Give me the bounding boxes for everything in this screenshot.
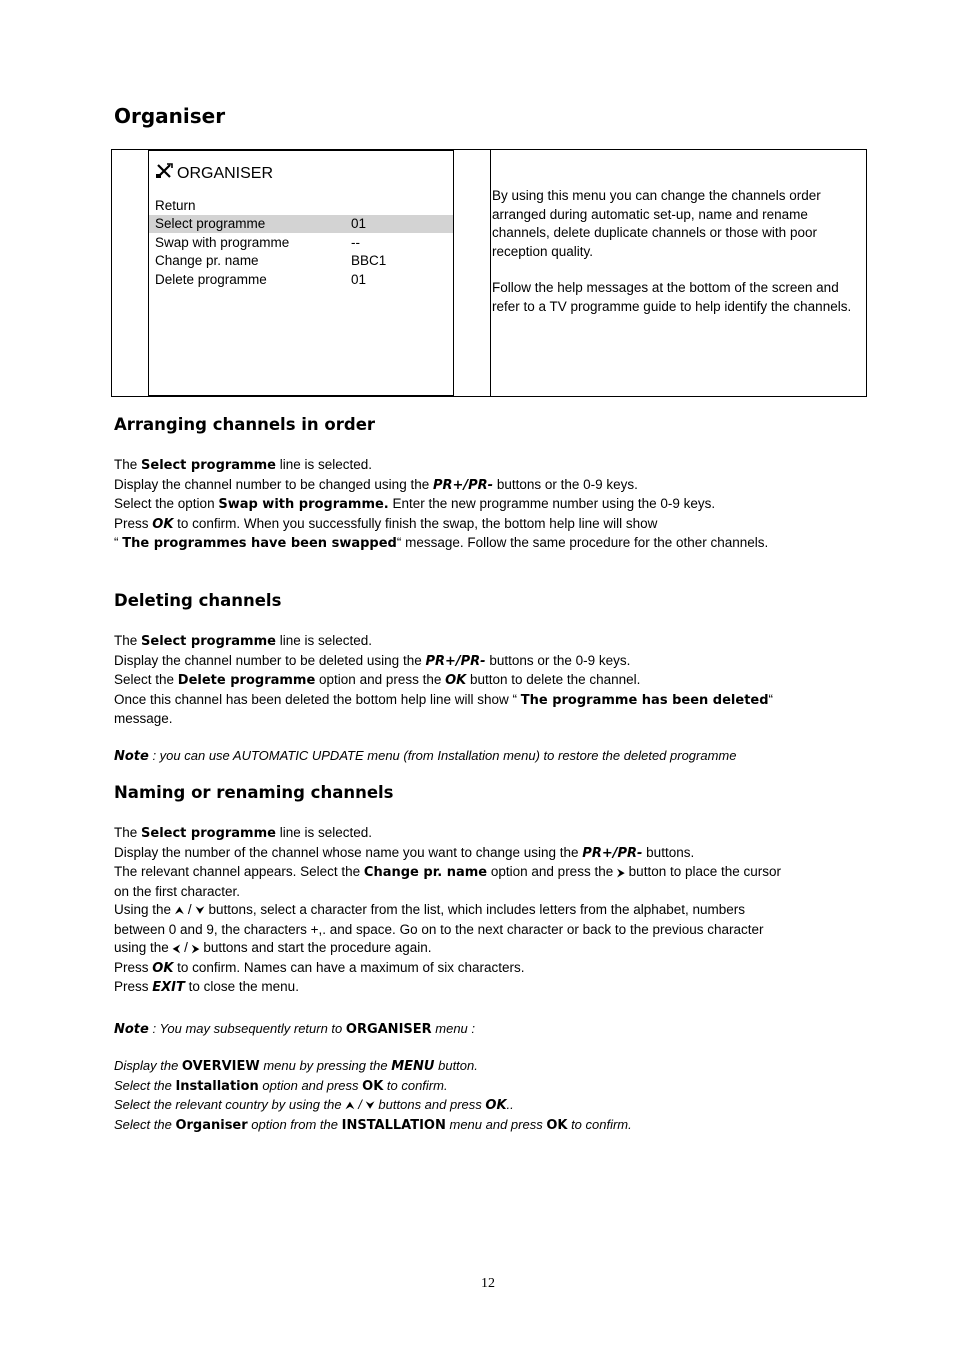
- text-line: Display the channel number to be deleted using the PR+/PR- buttons or the 0-9 keys.: [114, 652, 631, 669]
- menu-item-select-programme[interactable]: Select programme 01: [149, 215, 453, 233]
- up-arrow-icon: ⮝: [174, 905, 185, 917]
- right-arrow-icon: ⮞: [191, 943, 200, 955]
- text-line: Press EXIT to close the menu.: [114, 979, 299, 995]
- text-line: The Select programme line is selected.: [114, 825, 373, 841]
- deleting-instructions: [114, 632, 854, 767]
- down-arrow-icon: ⮟: [365, 1100, 375, 1112]
- section-heading-deleting: Deleting channels: [114, 591, 282, 610]
- text-line: message.: [114, 711, 173, 726]
- organiser-menu-screen: [148, 150, 454, 397]
- down-arrow-icon: ⮟: [195, 905, 205, 917]
- menu-item-swap-with-programme[interactable]: Swap with programme --: [155, 235, 360, 250]
- text-line: “ The programmes have been swapped“ message. Follow the same procedure for the other channels.: [114, 535, 769, 551]
- menu-title-text: ORGANISER: [177, 164, 274, 182]
- tools-icon: [155, 163, 173, 184]
- step-line: Select the Organiser option from the INSTALLATION menu and press OK to confirm.: [114, 1116, 632, 1133]
- text-line: Using the ⮝ / ⮟ buttons, select a character from the list, which includes letters from the alphabet, numbers: [114, 901, 854, 921]
- text-line: Display the number of the channel whose name you want to change using the PR+/PR- buttons.: [114, 844, 695, 861]
- description-paragraph: Follow the help messages at the bottom of the screen and refer to a TV programme guide to help identify the channels.: [492, 280, 852, 314]
- text-line: on the first character.: [114, 883, 241, 899]
- step-line: Display the OVERVIEW menu by pressing the MENU button.: [114, 1058, 478, 1074]
- step-line: Select the relevant country by using the ⮝ / ⮟ buttons and press OK..: [114, 1096, 854, 1116]
- menu-description: [492, 187, 854, 334]
- text-line: The Select programme line is selected.: [114, 457, 373, 473]
- left-arrow-icon: ⮜: [172, 943, 181, 955]
- menu-item-return[interactable]: Return: [155, 198, 196, 213]
- naming-instructions: [114, 824, 854, 1135]
- arranging-instructions: [114, 456, 854, 554]
- text-line: The Select programme line is selected.: [114, 633, 373, 649]
- section-heading-arranging: Arranging channels in order: [114, 415, 376, 434]
- page-title: Organiser: [114, 104, 226, 128]
- page-number: 12: [481, 1276, 495, 1291]
- description-paragraph: By using this menu you can change the channels order arranged during automatic set-up, name and rename channels, delete duplicate channels or those with poor reception quality.: [492, 188, 821, 259]
- menu-title: [155, 163, 273, 184]
- step-line: Select the Installation option and press OK to confirm.: [114, 1077, 448, 1094]
- section-heading-naming: Naming or renaming channels: [114, 783, 394, 802]
- text-line: The relevant channel appears. Select the Change pr. name option and press the ⮞ button to place the cursor: [114, 863, 854, 883]
- menu-item-change-pr-name[interactable]: Change pr. name BBC1: [155, 253, 387, 268]
- text-line: Select the Delete programme option and press the OK button to delete the channel.: [114, 672, 641, 688]
- note-line: Note : You may subsequently return to ORGANISER menu :: [114, 1020, 476, 1037]
- divider: [490, 150, 491, 396]
- note-line: Note : you can use AUTOMATIC UPDATE menu (from Installation menu) to restore the deleted programme: [114, 748, 737, 764]
- right-arrow-icon: ⮞: [616, 867, 625, 879]
- text-line: between 0 and 9, the characters +,. and space. Go on to the next character or back to the previous character: [114, 921, 764, 937]
- up-arrow-icon: ⮝: [345, 1100, 355, 1112]
- menu-item-delete-programme[interactable]: Delete programme 01: [155, 272, 367, 287]
- text-line: Press OK to confirm. Names can have a maximum of six characters.: [114, 959, 525, 976]
- text-line: using the ⮜ / ⮞ buttons and start the procedure again.: [114, 939, 854, 959]
- text-line: Press OK to confirm. When you successfully finish the swap, the bottom help line will show: [114, 515, 658, 532]
- text-line: Select the option Swap with programme. Enter the new programme number using the 0-9 keys.: [114, 496, 716, 512]
- text-line: Once this channel has been deleted the bottom help line will show “ The programme has been deleted“: [114, 691, 774, 708]
- text-line: Display the channel number to be changed using the PR+/PR- buttons or the 0-9 keys.: [114, 476, 638, 493]
